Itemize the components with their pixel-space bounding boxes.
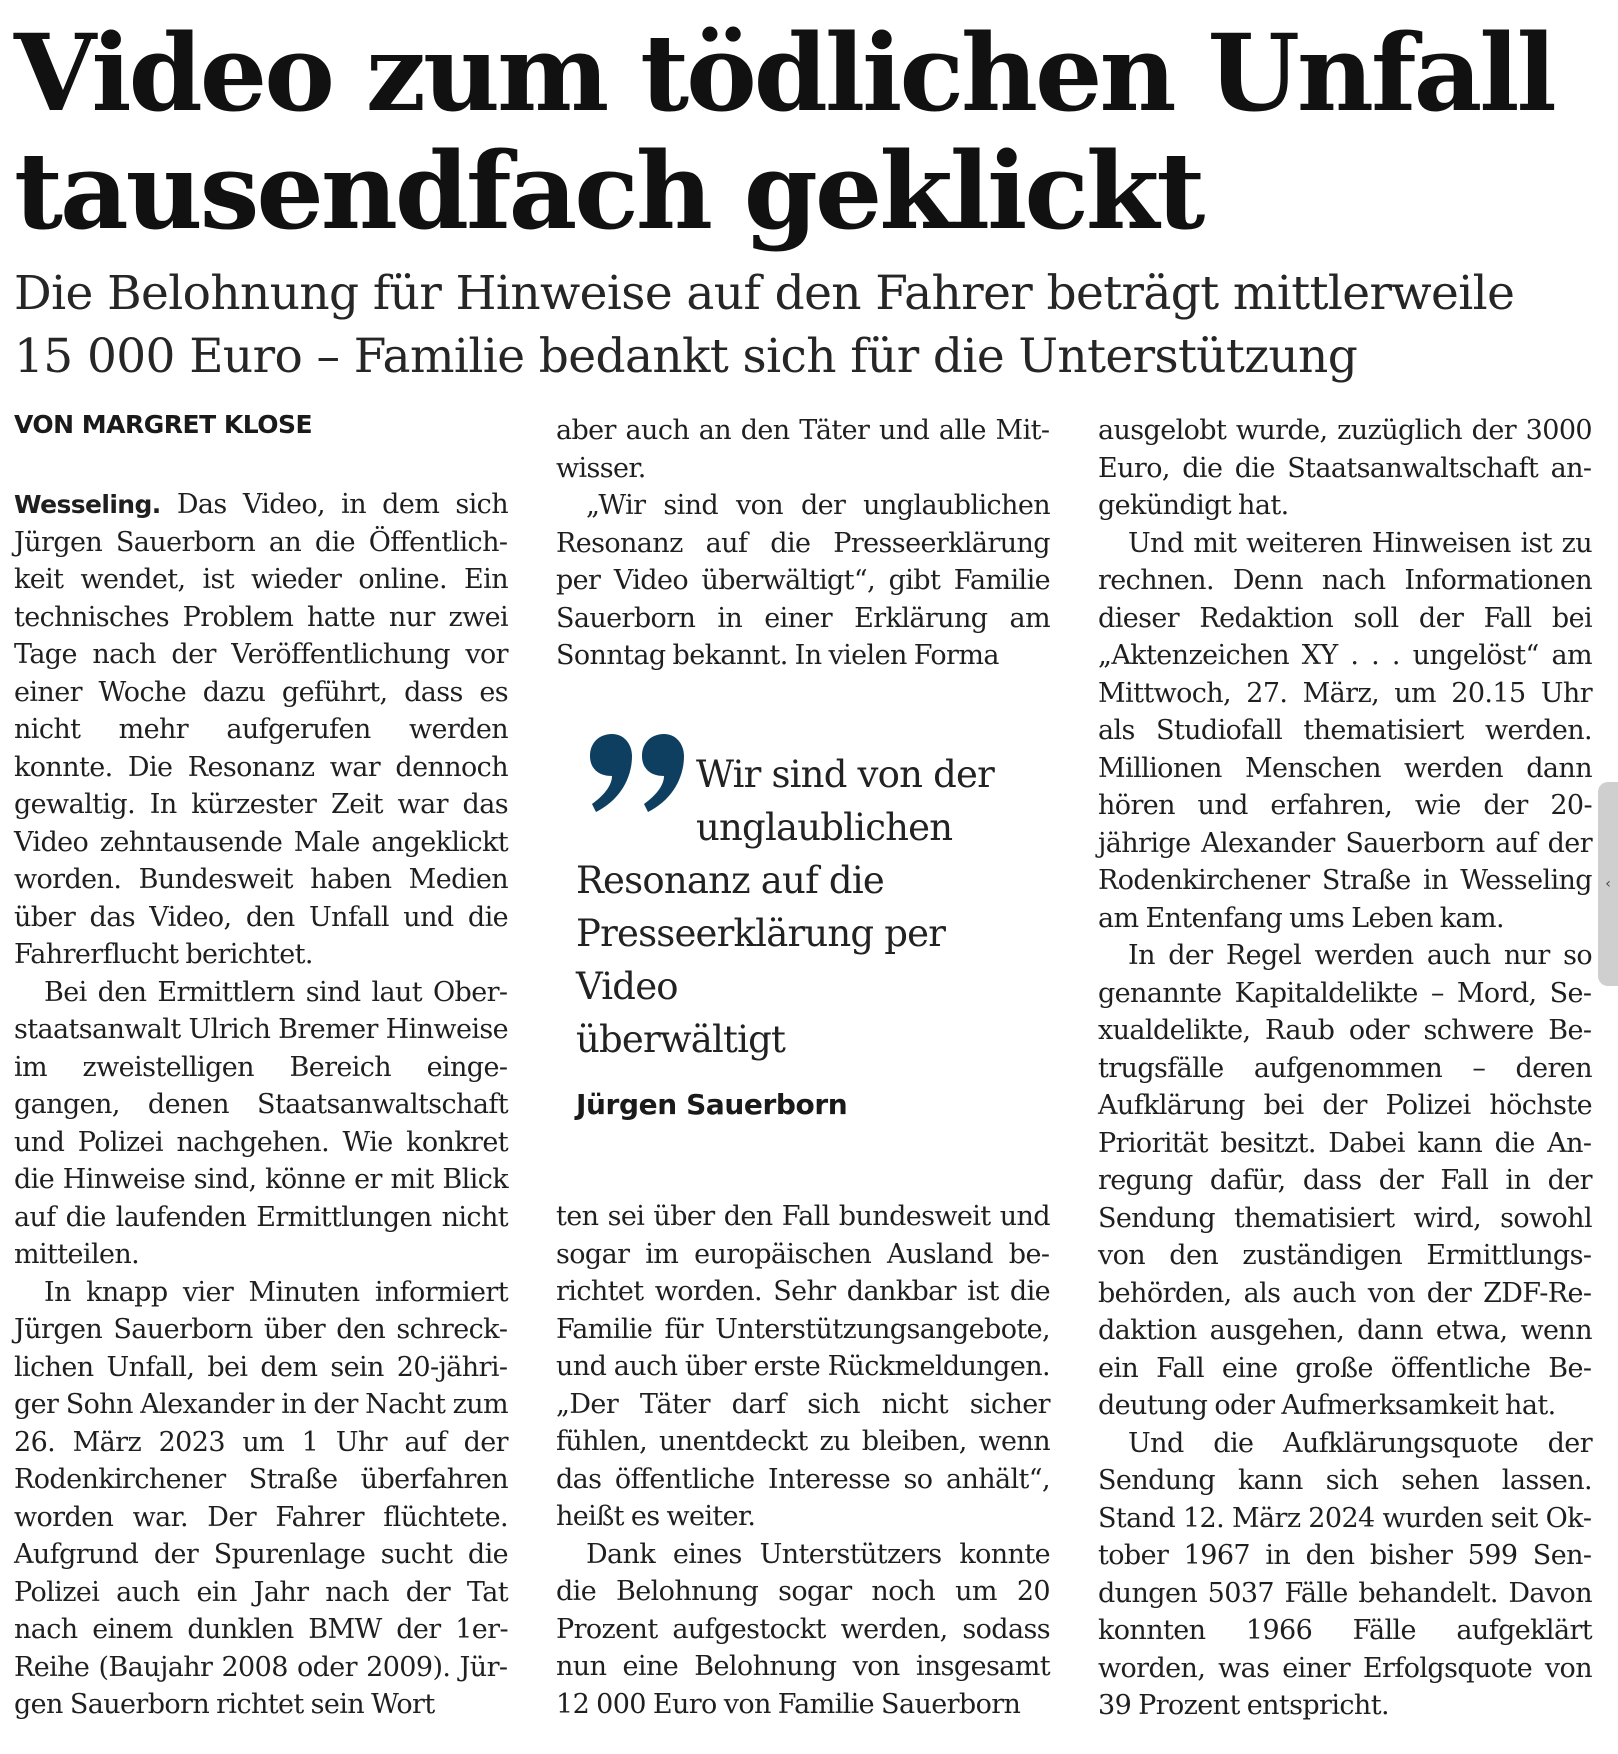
paragraph: ausgelobt wurde, zuzüglich der 3000 Euro, die die Staatsanwaltschaft angekündigt hat. xyxy=(1098,415,1592,521)
pullquote xyxy=(576,748,1056,1066)
pullquote-line: Wir sind von der xyxy=(696,753,994,796)
paragraph: „Wir sind von der unglaublichen Resonanz auf die Presseerklärung per Video überwältigt“, gibt Familie Sauerborn in einer Erklärung am Sonntag bekannt. In vielen Forma xyxy=(556,490,1050,671)
paragraph-text: Das Video, in dem sich Jürgen Sauerborn an die Öffentlichkeit wendet, ist wieder online. Ein technisches Problem hatte nur zwei Tage nach der Veröffentlichung vor einer Woche dazu geführt, dass es nicht mehr aufgerufen werden konnte. Die Resonanz war dennoch gewaltig. In kürzester Zeit war das Video zehntausende Male angeklickt worden. Bundesweit haben Medien über das Video, den Unfall und die Fahrerflucht berichtet. xyxy=(14,489,508,970)
article-subheadline xyxy=(14,262,1574,388)
paragraph: Bei den Ermittlern sind laut Oberstaatsanwalt Ulrich Bremer Hinweise im zweistelligen Bereich eingegangen, denen Staatsanwaltschaft und Polizei nachgehen. Wie konkret die Hinweise sind, könne er mit Blick auf die laufenden Ermittlungen nicht mitteilen. xyxy=(14,976,508,1270)
dateline: Wesseling. xyxy=(14,490,161,519)
quote-mark-icon xyxy=(576,720,696,840)
paragraph: Dank eines Unterstützers konnte die Belohnung sogar noch um 20 Prozent aufgestockt werden, sodass nun eine Belohnung von insgesamt 12 000 Euro von Familie Sauerborn xyxy=(556,1538,1050,1720)
pullquote-line: unglaublichen xyxy=(696,806,953,849)
pullquote-line: Resonanz auf die xyxy=(576,859,884,902)
paragraph: Und die Aufklärungsquote der Sendung kann sich sehen lassen. Stand 12. März 2024 wurden seit Oktober 1967 in den bisher 599 Sendungen 5037 Fälle behandelt. Davon konnten 1966 Fälle aufgeklärt worden, was einer Erfolgsquote von 39 Prozent entspricht. xyxy=(1098,1427,1592,1721)
headline-line-1: Video zum tödlichen Unfall xyxy=(14,10,1554,135)
subhead-line-2: 15 000 Euro – Familie bedankt sich für die Unterstützung xyxy=(14,329,1358,384)
column-1 xyxy=(14,486,508,1724)
paragraph: Und mit weiteren Hinweisen ist zu rechnen. Denn nach Informationen dieser Redaktion soll der Fall bei „Aktenzeichen XY . . . ungelöst“ am Mittwoch, 27. März, um 20.15 Uhr als Studiofall thematisiert werden. Millionen Menschen werden dann hören und erfahren, wie der 20-jährige Alexander Sauerborn auf der Rodenkirchener Straße in Wesseling am Entenfang ums Leben kam. xyxy=(1098,527,1592,934)
chevron-left-icon: ‹ xyxy=(1605,876,1611,892)
subhead-line-1: Die Belohnung für Hinweise auf den Fahrer beträgt mittlerweile xyxy=(14,266,1515,321)
pullquote-author: Jürgen Sauerborn xyxy=(576,1088,848,1121)
paragraph: In der Regel werden auch nur so genannte Kapitaldelikte – Mord, Sexualdelikte, Raub oder schwere Betrugsfälle aufgenommen – deren Aufklärung bei der Polizei höchste Priorität besitzt. Dabei kann die Anregung dafür, dass der Fall in der Sendung thematisiert wird, sowohl von den zuständigen Ermittlungsbehörden, als auch von der ZDF-Redaktion ausgehen, dann etwa, wenn ein Fall eine große öffentliche Bedeutung oder Aufmerksamkeit hat. xyxy=(1098,940,1592,1421)
article-headline xyxy=(14,10,1554,253)
headline-line-2: tausendfach geklickt xyxy=(14,128,1203,253)
column-3 xyxy=(1098,412,1592,1725)
column-2-top xyxy=(556,412,1050,675)
paragraph: In knapp vier Minuten informiert Jürgen Sauerborn über den schrecklichen Unfall, bei dem sein 20-jähriger Sohn Alexander in der Nacht zum 26. März 2023 um 1 Uhr auf der Rodenkirchener Straße überfahren worden war. Der Fahrer flüchtete. Aufgrund der Spurenlage sucht die Polizei auch ein Jahr nach der Tat nach einem dunklen BMW der 1er-Reihe (Baujahr 2008 oder 2009). Jürgen Sauerborn richtet sein Wort xyxy=(14,1276,508,1720)
byline: VON MARGRET KLOSE xyxy=(14,410,313,439)
pullquote-line: überwältigt xyxy=(576,1018,786,1061)
paragraph: ten sei über den Fall bundesweit und sogar im europäischen Ausland berichtet worden. Sehr dankbar ist die Familie für Unterstützungsangebote, und auch über erste Rückmeldungen. „Der Täter darf sich nicht sicher fühlen, unentdeckt zu bleiben, wenn das öffentliche Interesse so anhält“, heißt es weiter. xyxy=(556,1201,1050,1532)
column-2-bottom xyxy=(556,1198,1050,1723)
side-scroll-handle[interactable] xyxy=(1598,782,1618,986)
pullquote-line: Presseerklärung per Video xyxy=(576,912,946,1008)
paragraph: aber auch an den Täter und alle Mitwisser. xyxy=(556,415,1050,484)
paragraph xyxy=(14,486,508,974)
